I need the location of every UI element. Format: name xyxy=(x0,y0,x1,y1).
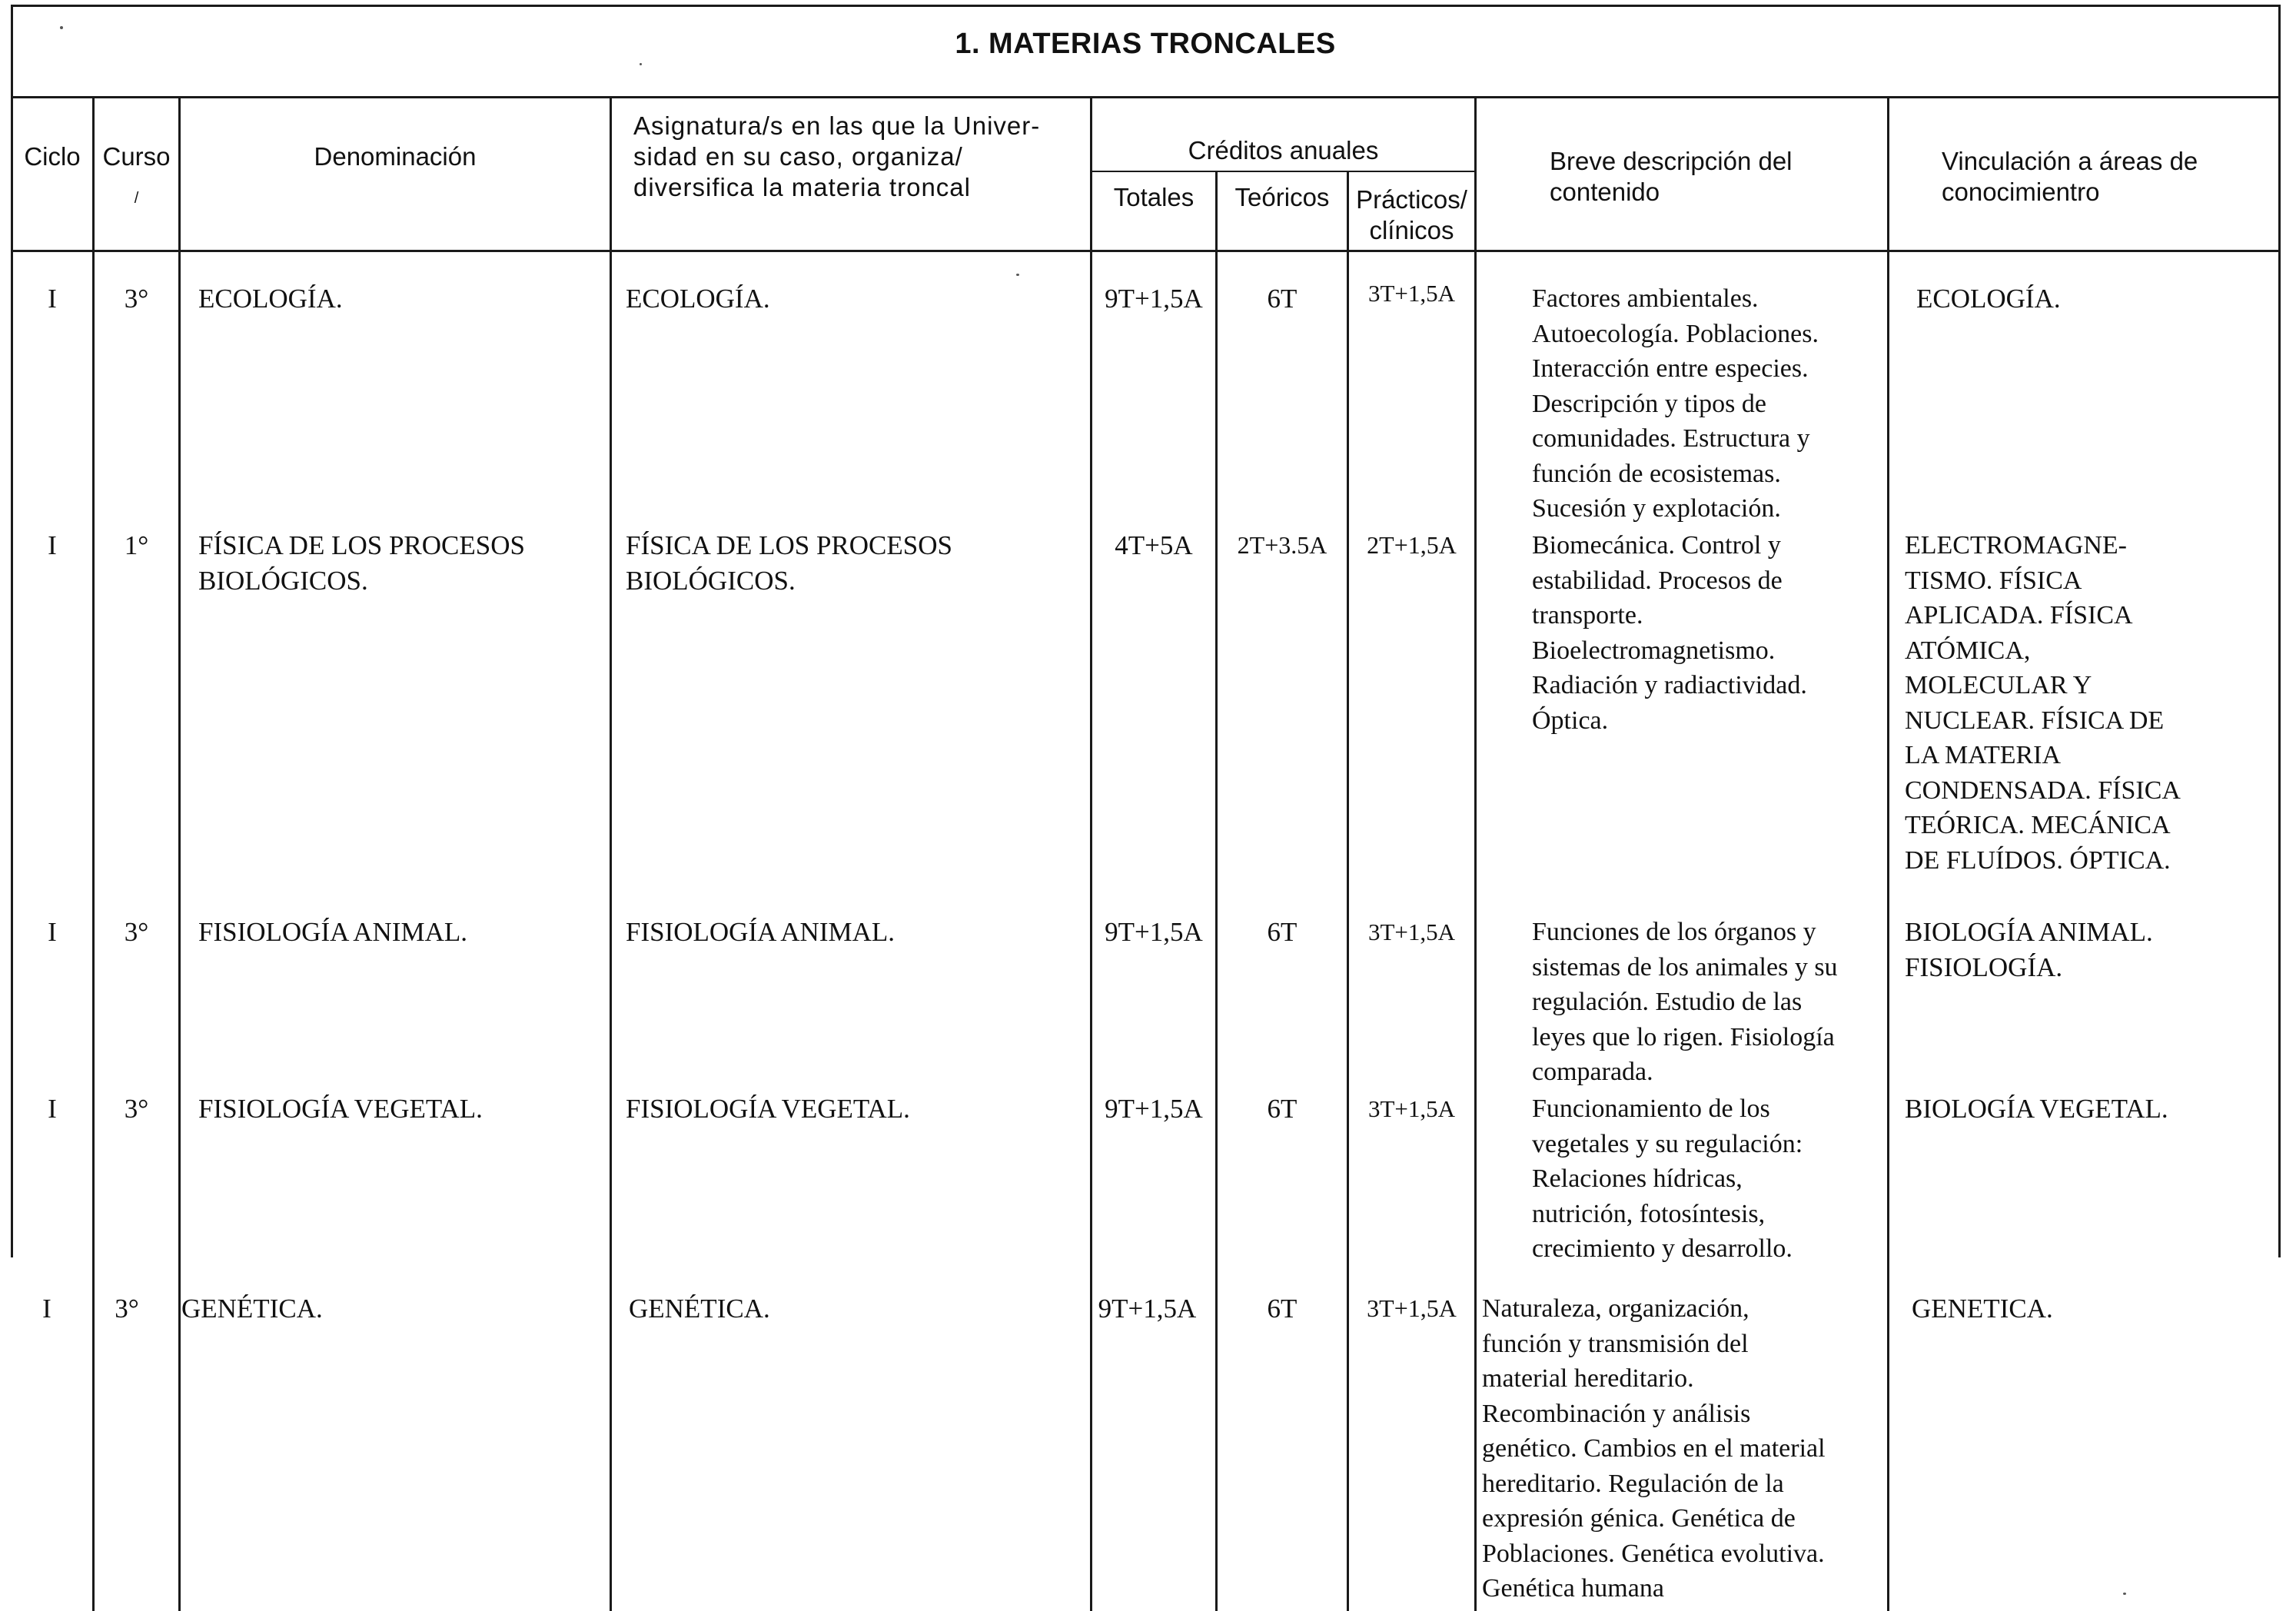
row2-descripcion: Biomecánica. Control y estabilidad. Procesos de transporte. Bioelectromagnetismo. Radiación y radiactividad. Óptica. xyxy=(1532,531,1807,735)
row4-vinculacion: BIOLOGÍA VEGETAL. xyxy=(1905,1094,2168,1124)
row2-denominacion: FÍSICA DE LOS PROCESOS BIOLÓGICOS. xyxy=(198,530,525,596)
header-asignatura: Asignatura/s en las que la Univer- sidad en su caso, organiza/ diversifica la materia troncal xyxy=(633,111,1041,201)
row1-practicos: 3T+1,5A xyxy=(1367,280,1456,307)
row5-vinculacion: GENETICA. xyxy=(1912,1294,2053,1324)
row5-totales: 9T+1,5A xyxy=(1098,1294,1197,1324)
header-teoricos: Teóricos xyxy=(1234,183,1330,211)
border-right xyxy=(2278,5,2281,1257)
header-descripcion: Breve descripción del contenido xyxy=(1550,147,1793,206)
row5-teoricos: 6T xyxy=(1267,1294,1298,1324)
header-practicos: Prácticos/ clínicos xyxy=(1356,185,1467,244)
row1-teoricos: 6T xyxy=(1267,284,1298,314)
header-bottom-rule xyxy=(11,250,2280,252)
row2-vinculacion: ELECTROMAGNE- TISMO. FÍSICA APLICADA. FÍSICA ATÓMICA, MOLECULAR Y NUCLEAR. FÍSICA DE LA MATERIA CONDENSADA. FÍSICA TEÓRICA. MECÁNICA DE FLUÍDOS. ÓPTICA. xyxy=(1905,531,2181,875)
row4-ciclo: I xyxy=(48,1094,57,1124)
header-vinculacion: Vinculación a áreas de conocimientro xyxy=(1942,147,2198,206)
row3-asignatura: FISIOLOGÍA ANIMAL. xyxy=(626,917,895,947)
row3-denominacion: FISIOLOGÍA ANIMAL. xyxy=(198,917,467,947)
table-top-border xyxy=(11,5,2280,7)
row5-ciclo: I xyxy=(42,1294,52,1324)
row3-practicos: 3T+1,5A xyxy=(1367,918,1456,945)
row1-denominacion: ECOLOGÍA. xyxy=(198,284,343,314)
scan-speck xyxy=(2123,1593,2126,1595)
row3-ciclo: I xyxy=(48,917,57,947)
row4-curso: 3° xyxy=(124,1094,149,1124)
header-curso-mark: / xyxy=(134,190,139,207)
row4-denominacion: FISIOLOGÍA VEGETAL. xyxy=(198,1094,483,1124)
row2-ciclo: I xyxy=(48,530,57,560)
row1-ciclo: I xyxy=(48,284,57,314)
row1-vinculacion: ECOLOGÍA. xyxy=(1916,284,2061,314)
col-rule-asignatura xyxy=(1090,98,1092,1611)
row1-totales: 9T+1,5A xyxy=(1105,284,1203,314)
row4-teoricos: 6T xyxy=(1267,1094,1298,1124)
scan-speck xyxy=(640,63,642,65)
col-rule-denominacion xyxy=(610,98,612,1611)
row2-practicos: 2T+1,5A xyxy=(1367,531,1457,559)
title-bottom-rule xyxy=(11,96,2280,98)
col-rule-curso xyxy=(178,98,181,1611)
row3-vinculacion: BIOLOGÍA ANIMAL. FISIOLOGÍA. xyxy=(1905,917,2153,982)
row1-curso: 3° xyxy=(124,284,149,314)
row3-teoricos: 6T xyxy=(1267,917,1298,947)
header-denominacion: Denominación xyxy=(314,142,477,171)
row5-curso: 3° xyxy=(115,1294,139,1324)
header-totales: Totales xyxy=(1113,183,1195,211)
row5-practicos: 3T+1,5A xyxy=(1367,1294,1457,1322)
header-ciclo: Ciclo xyxy=(24,142,81,171)
row5-descripcion: Naturaleza, organización, función y transmisión del material hereditario. Recombinación y análisis genético. Cambios en el material hereditario. Regulación de la expresión génica. Genética de Poblaciones. Genética evolutiva. Genética humana xyxy=(1482,1294,1826,1603)
row5-asignatura: GENÉTICA. xyxy=(629,1294,770,1324)
row1-descripcion: Factores ambientales. Autoecología. Poblaciones. Interacción entre especies. Descripción y tipos de comunidades. Estructura y función de ecosistemas. Sucesión y explotación. xyxy=(1532,284,1819,523)
header-curso: Curso xyxy=(102,142,171,171)
creditos-sub-rule xyxy=(1090,171,1474,172)
row3-descripcion: Funciones de los órganos y sistemas de los animales y su regulación. Estudio de las leyes que lo rigen. Fisiología comparada. xyxy=(1532,918,1838,1086)
row4-totales: 9T+1,5A xyxy=(1105,1094,1203,1124)
row3-totales: 9T+1,5A xyxy=(1105,917,1203,947)
col-rule-practicos xyxy=(1474,98,1477,1611)
row4-practicos: 3T+1,5A xyxy=(1367,1095,1456,1122)
row2-totales: 4T+5A xyxy=(1115,530,1193,560)
row2-asignatura: FÍSICA DE LOS PROCESOS BIOLÓGICOS. xyxy=(626,530,952,596)
col-rule-totales xyxy=(1215,172,1218,1611)
col-rule-ciclo xyxy=(92,98,95,1611)
page-title: 1. MATERIAS TRONCALES xyxy=(955,28,1336,60)
row5-denominacion: GENÉTICA. xyxy=(181,1294,323,1324)
col-rule-descripcion xyxy=(1887,98,1889,1611)
row3-curso: 3° xyxy=(124,917,149,947)
row1-asignatura: ECOLOGÍA. xyxy=(626,284,770,314)
row2-curso: 1° xyxy=(124,530,149,560)
row4-asignatura: FISIOLOGÍA VEGETAL. xyxy=(626,1094,910,1124)
row4-descripcion: Funcionamiento de los vegetales y su regulación: Relaciones hídricas, nutrición, fotosíntesis, crecimiento y desarrollo. xyxy=(1532,1094,1803,1263)
border-left xyxy=(11,5,13,1257)
scan-speck xyxy=(1016,274,1019,276)
col-rule-teoricos xyxy=(1347,172,1349,1611)
header-creditos-anuales: Créditos anuales xyxy=(1188,136,1379,164)
row2-teoricos: 2T+3.5A xyxy=(1237,531,1327,559)
